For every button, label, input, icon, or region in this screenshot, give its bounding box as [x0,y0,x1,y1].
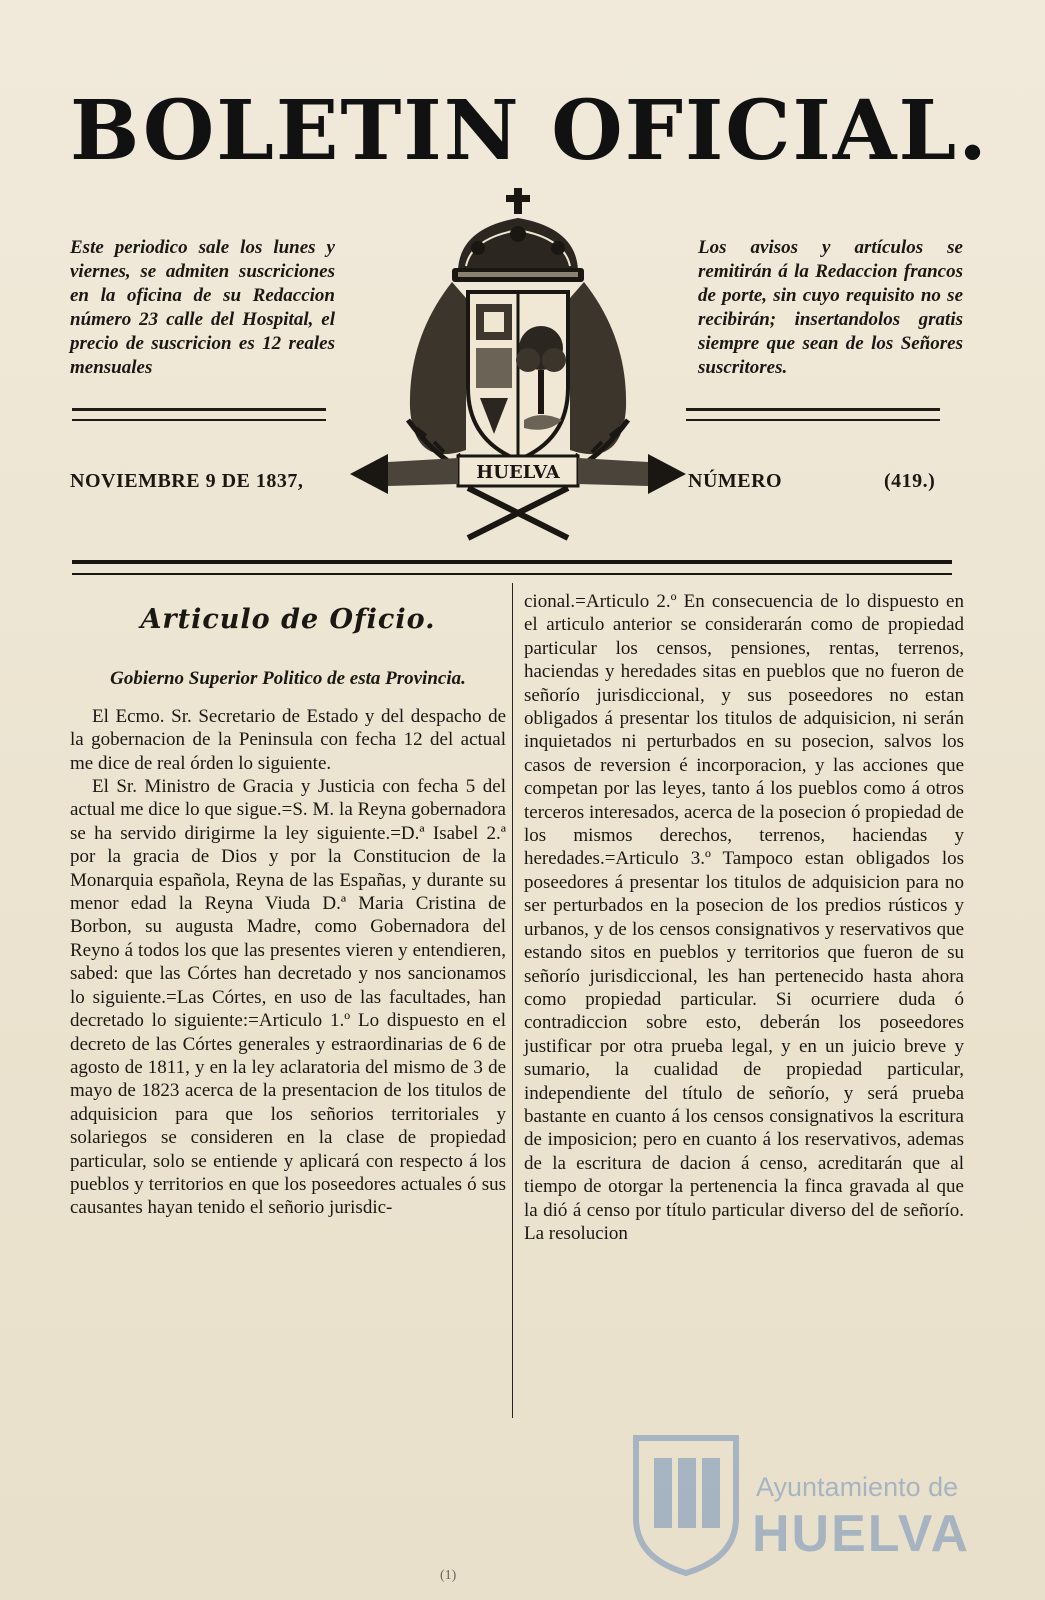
left-column [70,590,506,1220]
archive-watermark [626,1428,971,1578]
right-ornamental-rule [686,408,940,421]
subscription-note: Este periodico sale los lunes y viernes, se admiten suscriciones en la oficina de su Redaccion número 23 calle del Hospital, el precio de suscricion es 12 reales mensuales [70,237,335,378]
article-paragraph: El Ecmo. Sr. Secretario de Estado y del despacho de la gobernacion de la Peninsula con fecha 12 del actual me dice de real órden lo siguiente. [70,705,506,774]
crest-ribbon-label: HUELVA [476,462,560,483]
watermark-line-2: HUELVA [752,1505,971,1563]
header-divider [72,560,952,575]
article-paragraph: cional.=Articulo 2.º En consecuencia de lo dispuesto en el articulo anterior se considerarán como de propiedad particular los censos, pensiones, rentas, terrenos, haciendas y heredades sitas en pueblos que no fueron de señorío jurisdiccional, y sus poseedores no estan obligados á presentar los titulos de adquisicion, ni serán inquietados ni perturbados en su posecion, salvos los casos de reversion é incorporacion, y las acciones que competan por las leyes, tanto á los pueblos como á otros terceros interesados, acerca de la posecion ó propiedad de los mismos derechos, terrenos, haciendas y heredades.=Articulo 3.º Tampoco estan obligados los poseedores á presentar los titulos de adquisicion para no ser perturbados en la posecion de los predios rústicos y urbanos, y de los censos consignativos y reservativos que estando sitos en pueblos y territorios que fueron de su señorío jurisdiccional, les han pertenecido hasta ahora como propiedad particular. Si ocurriere duda ó contradiccion sobre esto, deberán los poseedores justificar por otra prueba legal, y en un juicio breve y sumario, la cualidad de propiedad particular, independiente del título de señorío, y será prueba bastante en cuanto á los censos consignativos la escritura de imposicion; pero en cuanto á los reservativos, ademas de la escritura de dacion á censo, acreditarán que al tiempo de otorgar la pertenencia la finca gravada al que la dió á censo por título particular diverso del de señorío. La resolucion [524,591,964,1244]
watermark-line-1: Ayuntamiento de [756,1472,959,1502]
section-subhead: Gobierno Superior Politico de esta Provincia. [110,668,466,690]
left-ornamental-rule [72,408,326,421]
column-divider [512,583,513,1418]
issue-date: NOVIEMBRE 9 DE 1837, [70,470,304,492]
crest-emblem-icon [348,188,688,543]
issue-number: (419.) [884,470,936,492]
notices-note: Los avisos y artículos se remitirán á la Redaccion francos de porte, sin cuyo requisito no se recibirán; insertandolos gratis siempre que sean de los Señores suscritores. [698,237,963,378]
section-title: Articulo de Oficio. [140,604,436,635]
masthead-title: BOLETIN OFICIAL. [70,83,989,179]
article-paragraph: El Sr. Ministro de Gracia y Justicia con fecha 5 del actual me dice lo que sigue.=S. M. la Reyna gobernadora se ha servido dirigirme la ley siguiente.=D.ª Isabel 2.ª por la gracia de Dios y por la Constitucion de la Monarquia española, Reyna de las Españas, y durante su menor edad la Reyna Viuda D.ª Maria Cristina de Borbon, su augusta Madre, como Gobernadora del Reyno á todos los que las presentes vieren y entendieren, sabed: que las Córtes han decretado y nos sancionamos lo siguiente.=Las Córtes, en uso de las facultades, han decretado lo siguiente:=Articulo 1.º Lo dispuesto en el decreto de las Córtes generales y estraordinarias de 6 de agosto de 1811, y en la ley aclaratoria del mismo de 3 de mayo de 1823 acerca de la presentacion de los titulos de adquisicion para que los señorios territoriales y solariegos se consideren en la clase de propiedad particular, solo se entiende y aplicará con respecto á los pueblos y territorios en que los poseedores actuales ó sus causantes hayan tenido el señorio jurisdic- [70,776,506,1219]
page-mark: (1) [440,1568,457,1583]
issue-number-label: NÚMERO [688,470,783,492]
coat-of-arms [348,188,688,543]
city-shield-icon [626,1428,746,1578]
right-column [524,590,964,1245]
